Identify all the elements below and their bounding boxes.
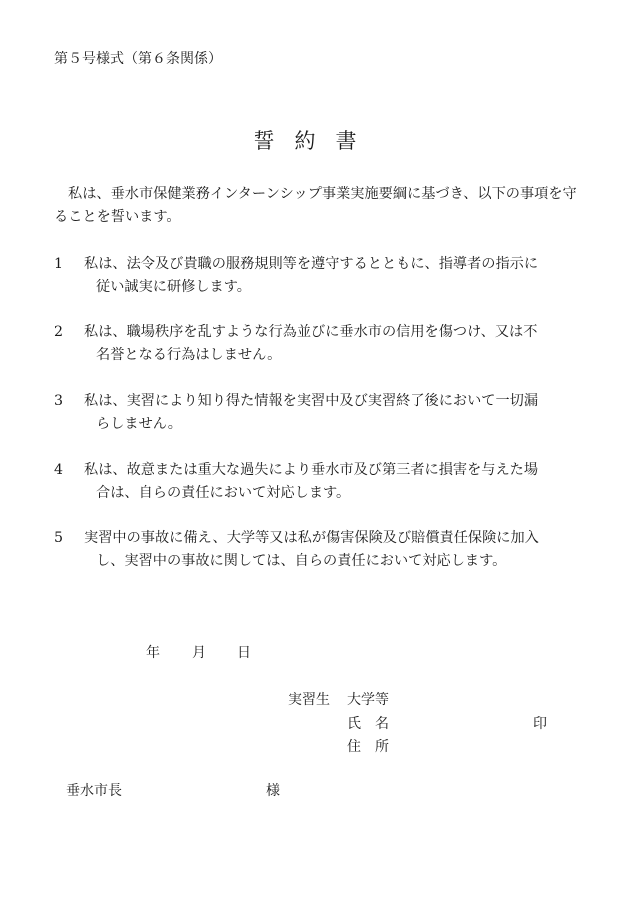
address-label: 住所 (347, 739, 403, 755)
pledge-item-text-cont: 合は、自らの責任において対応します。 (96, 485, 351, 501)
date-day-label: 日 (237, 645, 251, 661)
pledge-item-text: 私は、職場秩序を乱すような行為並びに垂水市の信用を傷つけ、又は不 (84, 324, 538, 340)
form-number: 第５号様式（第６条関係） (54, 51, 222, 67)
pledge-item-3 (54, 390, 584, 436)
date-year-label: 年 (146, 645, 160, 661)
pledge-item-text: 私は、法令及び貴職の服務規則等を遵守するとともに、指導者の指示に (84, 256, 539, 272)
pledge-item-text: 実習中の事故に備え、大学等又は私が傷害保険及び賠償責任保険に加入 (84, 530, 539, 546)
pledge-item-number: 4 (54, 462, 64, 478)
pledge-item-number: 3 (54, 393, 64, 409)
intro-paragraph: 私は、垂水市保健業務インターンシップ事業実施要綱に基づき、以下の事項を守ることを誓います。 (54, 186, 577, 225)
pledge-item-text-cont: らしません。 (96, 416, 182, 432)
pledge-item-4 (54, 459, 584, 505)
name-label: 氏名 (347, 716, 403, 732)
date-month-label: 月 (192, 645, 206, 661)
addressee-honorific: 様 (266, 783, 280, 799)
pledge-item-number: 1 (54, 256, 64, 272)
pledge-item-number: 5 (54, 530, 64, 546)
seal-mark: 印 (533, 716, 547, 732)
trainee-label: 実習生 (288, 692, 330, 708)
pledge-item-number: 2 (54, 324, 64, 340)
pledge-item-5 (54, 527, 584, 573)
addressee-mayor: 垂水市長 (66, 783, 122, 799)
pledge-item-2 (54, 321, 584, 367)
pledge-item-text-cont: 名誉となる行為はしません。 (96, 347, 282, 363)
pledge-item-text-cont: し、実習中の事故に関しては、自らの責任において対応します。 (96, 553, 507, 569)
document-title: 誓約書 (253, 129, 377, 153)
pledge-item-text: 私は、故意または重大な過失により垂水市及び第三者に損害を与えた場 (84, 462, 539, 478)
institution-label: 大学等 (347, 692, 389, 708)
pledge-item-text-cont: 従い誠実に研修します。 (96, 279, 251, 295)
pledge-item-text: 私は、実習により知り得た情報を実習中及び実習終了後において一切漏 (84, 393, 539, 409)
pledge-item-1 (54, 253, 584, 299)
